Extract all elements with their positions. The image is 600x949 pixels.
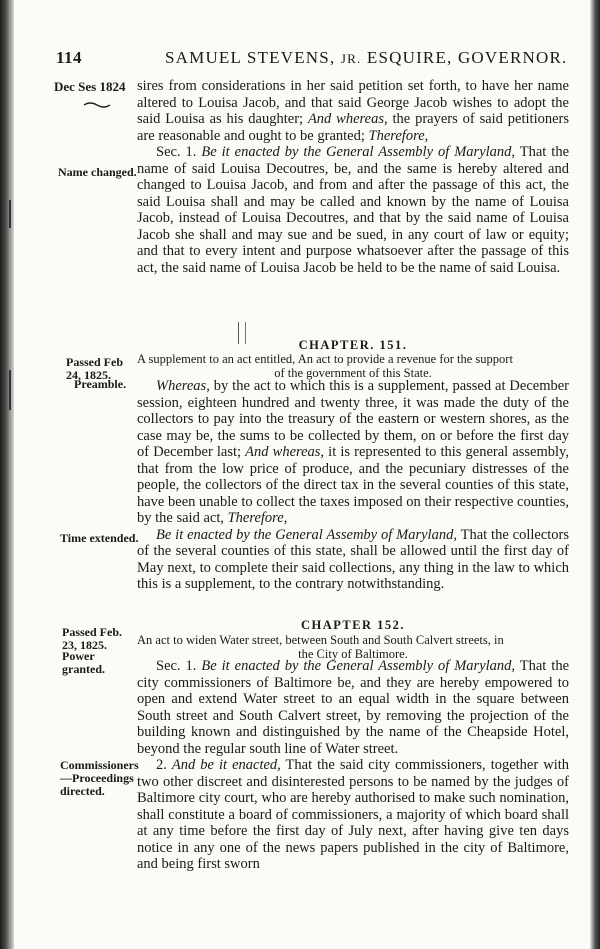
section-name-change bbox=[137, 78, 569, 276]
running-head: SAMUEL STEVENS, JR. ESQUIRE, GOVERNOR. bbox=[165, 48, 568, 67]
page-header bbox=[56, 48, 568, 72]
paragraph-enactment: Be it enacted by the General Assemby of Maryland, That the collectors of the several counties of this state, shall be allowed until the first day of May next, to complete their said collections, any thing in the law to which this is a supplement, to the contrary notwithstanding. bbox=[137, 526, 569, 592]
chapter-152-body bbox=[137, 658, 569, 873]
margin-note-power-granted: Power granted. bbox=[62, 649, 105, 676]
chapter-151-heading: CHAPTER. 151. bbox=[298, 338, 408, 352]
paragraph-recital: sires from considerations in her said petition set forth, to have her name altered to Louisa Jacob, and that said George Jacob wishes to adopt the said Louisa as his daughter; And whereas, the prayers of said petitioners are reasonable and ought to be granted; Therefore, bbox=[137, 78, 569, 144]
chapter-152-title: An act to widen Water street, between South and South Calvert streets, in the City of Baltimore. bbox=[137, 633, 504, 661]
paragraph-preamble: Whereas, by the act to which this is a supplement, passed at December session, eighteen hundred and twenty three, it was made the duty of the collectors to pay into the treasury of the eastern or western shores, as the case may be, the sums to be collected by them, on or before the first day of December last; And whereas, it is represented to this general assembly, that from the low price of produce, and the pecuniary distresses of the people, the collectors of the direct tax in the several counties of this state, have been unable to collect the taxes imposed on their respective counties, by the said act, Therefore, bbox=[137, 378, 569, 526]
page-edge-shadow-right bbox=[590, 0, 600, 949]
margin-note-session: Dec Ses 1824 bbox=[54, 79, 126, 94]
paragraph-enactment: Sec. 1. Be it enacted by the General Assembly of Maryland, That the name of said Louisa Decoutres, be, and the same is hereby altered and changed to Louisa Jacob, and from and after the passage of this act, the said Louisa shall and may be called and known by the name of Louisa Jacob, instead of Louisa Decoutres, and that by the said name of Louisa Jacob she shall and may sue and be sued, in any court of law or equity; and that to every intent and purpose whatsoever after the passage of this act, the said name of Louisa Jacob be held to be the name of said Louisa. bbox=[137, 144, 570, 276]
chapter-152-heading: CHAPTER 152. bbox=[300, 618, 406, 632]
paragraph-section-1: Sec. 1. Be it enacted by the General Assembly of Maryland, That the city commissioners of Baltimore be, and they are hereby empowered to open and extend Water street to an equal width in the square between South street and South Calvert street, by removing the projection of the building known and distinguished by the name of the Cheapside Hotel, beyond the regular south line of Water street. bbox=[137, 658, 570, 757]
paragraph-section-2: 2. And be it enacted, That the said city commissioners, together with two other discreet and disinterested persons to be named by the judges of Baltimore city court, who are hereby authorised to make such nomination, shall constitute a board of commissioners, a majority of which board shall at any time before the first day of July next, after having give ten days notice in any one of the news papers published in the city of Baltimore, and being first sworn bbox=[137, 757, 570, 872]
margin-note-time-extended: Time extended. bbox=[60, 531, 139, 545]
page-edge-shadow-left bbox=[0, 0, 14, 949]
margin-note-name-changed: Name changed. bbox=[58, 165, 137, 179]
scan-mark bbox=[9, 200, 11, 228]
margin-note-commissioners: Commissioners—Proceedings directed. bbox=[60, 758, 139, 798]
page-number: 114 bbox=[56, 48, 83, 67]
margin-note-passed-152: Passed Feb. 23, 1825. bbox=[62, 625, 122, 652]
chapter-151-title: A supplement to an act entitled, An act to provide a revenue for the support of the government of this State. bbox=[137, 352, 513, 380]
chapter-151-body bbox=[137, 378, 569, 593]
scan-mark bbox=[9, 370, 11, 410]
margin-note-passed-151: Passed Feb 24, 1825. bbox=[66, 355, 123, 382]
flourish-ornament bbox=[82, 100, 112, 110]
margin-note-preamble: Preamble. bbox=[74, 377, 127, 391]
